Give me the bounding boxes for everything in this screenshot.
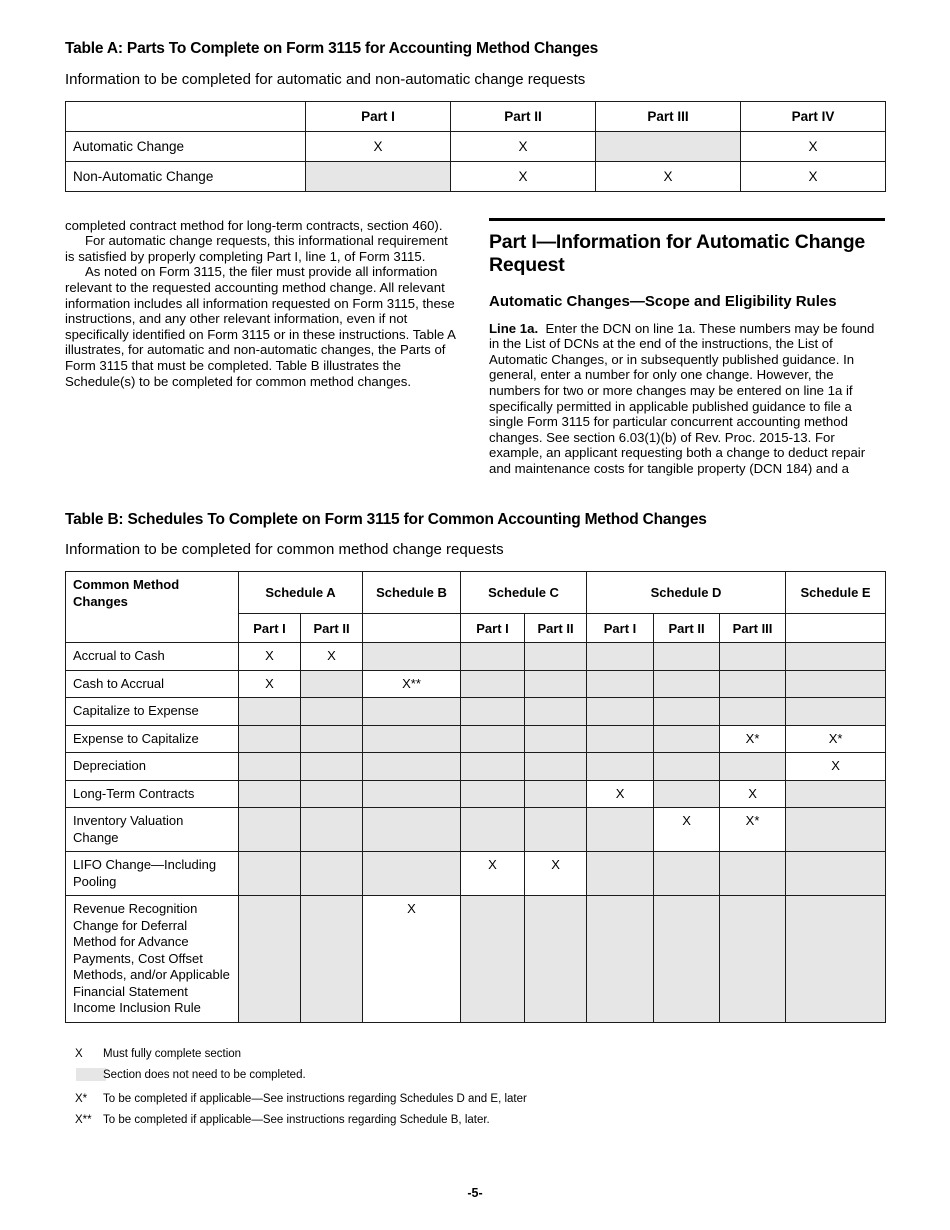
- legend-row: [65, 1113, 785, 1127]
- table-b-empty-cell: [587, 670, 654, 698]
- legend-key: X: [75, 1047, 83, 1060]
- legend-key: X**: [75, 1113, 92, 1126]
- table-b-empty-cell: [301, 725, 363, 753]
- table-b-empty-cell: [654, 698, 720, 726]
- line-1a-label: Line 1a.: [489, 320, 539, 336]
- table-b-part-header: Part III: [720, 614, 786, 643]
- table-b-empty-cell: [461, 670, 525, 698]
- table-b-empty-cell: [654, 780, 720, 808]
- table-b-empty-cell: [301, 896, 363, 1023]
- shaded-cell-swatch: [76, 1068, 106, 1081]
- table-b-empty-cell: [587, 643, 654, 671]
- table-b-empty-cell: [301, 808, 363, 852]
- table-a-col-header: Part III: [596, 101, 741, 131]
- table-a-row: [66, 161, 886, 191]
- legend-text: Section does not need to be completed.: [103, 1068, 306, 1081]
- table-b-schedule-header-row: [66, 572, 886, 614]
- table-b-row-label: LIFO Change—Including Pooling: [66, 852, 239, 896]
- table-b-empty-cell: [525, 698, 587, 726]
- part-i-heading: Part I—Information for Automatic Change Request: [489, 230, 866, 276]
- table-b-empty-cell: [363, 643, 461, 671]
- table-b-mark-cell: X*: [720, 808, 786, 852]
- legend-text: To be completed if applicable—See instructions regarding Schedule B, later.: [103, 1113, 490, 1126]
- table-a-empty-cell: [306, 161, 451, 191]
- table-b-part-header: Part II: [654, 614, 720, 643]
- table-b-empty-cell: [654, 725, 720, 753]
- table-a-mark-cell: X: [451, 161, 596, 191]
- table-b-part-header-blank: [363, 614, 461, 643]
- table-a-row-label: Non-Automatic Change: [66, 161, 306, 191]
- table-a-mark-cell: X: [741, 161, 886, 191]
- table-b-part-header: Part I: [239, 614, 301, 643]
- table-b-part-header-blank: [786, 614, 886, 643]
- table-b-mark-cell: X**: [363, 670, 461, 698]
- table-b-empty-cell: [239, 725, 301, 753]
- table-b-section: [65, 511, 885, 1023]
- table-a-empty-cell: [596, 131, 741, 161]
- table-a-col-header: Part II: [451, 101, 596, 131]
- table-b-empty-cell: [786, 670, 886, 698]
- table-b-empty-cell: [461, 698, 525, 726]
- table-b-empty-cell: [461, 780, 525, 808]
- table-a-row: [66, 131, 886, 161]
- table-b-empty-cell: [363, 698, 461, 726]
- table-b-row-label: Long-Term Contracts: [66, 780, 239, 808]
- table-b-empty-cell: [720, 852, 786, 896]
- page-number: -5-: [467, 1186, 483, 1200]
- table-b-row: [66, 780, 886, 808]
- table-b-empty-cell: [461, 753, 525, 781]
- table-b-row: [66, 852, 886, 896]
- table-b-empty-cell: [239, 808, 301, 852]
- table-b-schedule-header: Schedule D: [587, 572, 786, 614]
- table-b-row: [66, 725, 886, 753]
- table-b-empty-cell: [239, 852, 301, 896]
- page-footer: [0, 1186, 950, 1200]
- table-b-row-label: Accrual to Cash: [66, 643, 239, 671]
- paragraph-continued: completed contract method for long-term contracts, section 460).: [65, 217, 443, 233]
- table-b: [65, 571, 886, 1023]
- table-a-header-row: [66, 101, 886, 131]
- table-a-mark-cell: X: [451, 131, 596, 161]
- table-b-empty-cell: [363, 780, 461, 808]
- table-b-empty-cell: [363, 725, 461, 753]
- table-b-row-label: Revenue Recognition Change for Deferral Method for Advance Payments, Cost Offset Methods, and/or Applicable Financial Statement Income Inclusion Rule: [66, 896, 239, 1023]
- table-b-part-header: Part II: [301, 614, 363, 643]
- table-b-schedule-header: Schedule E: [786, 572, 886, 614]
- table-b-row: [66, 643, 886, 671]
- table-b-subtitle: Information to be completed for common method change requests: [65, 541, 504, 559]
- table-a-subtitle: Information to be completed for automatic and non-automatic change requests: [65, 70, 586, 88]
- table-b-empty-cell: [786, 643, 886, 671]
- table-b-empty-cell: [587, 808, 654, 852]
- legend: [65, 1047, 785, 1127]
- table-b-mark-cell: X: [587, 780, 654, 808]
- table-b-row: [66, 808, 886, 852]
- table-b-empty-cell: [461, 643, 525, 671]
- table-b-empty-cell: [363, 808, 461, 852]
- table-b-empty-cell: [786, 896, 886, 1023]
- table-b-empty-cell: [461, 808, 525, 852]
- table-b-empty-cell: [525, 780, 587, 808]
- two-column-body: [65, 218, 885, 477]
- line-1a-paragraph: [489, 321, 885, 477]
- legend-row: [65, 1068, 785, 1085]
- table-b-mark-cell: X: [786, 753, 886, 781]
- table-b-mark-cell: X: [461, 852, 525, 896]
- table-b-empty-cell: [239, 753, 301, 781]
- table-b-row-label: Depreciation: [66, 753, 239, 781]
- table-a-section: [65, 40, 885, 192]
- table-b-mark-cell: X: [525, 852, 587, 896]
- table-b-row: [66, 896, 886, 1023]
- table-a-col-header: Part IV: [741, 101, 886, 131]
- table-a-title: Table A: Parts To Complete on Form 3115 for Accounting Method Changes: [65, 40, 599, 57]
- table-b-empty-cell: [301, 753, 363, 781]
- table-b-row: [66, 753, 886, 781]
- table-b-empty-cell: [654, 753, 720, 781]
- table-b-empty-cell: [654, 896, 720, 1023]
- table-b-empty-cell: [587, 852, 654, 896]
- table-b-row-label: Cash to Accrual: [66, 670, 239, 698]
- legend-shaded-swatch: [65, 1068, 103, 1085]
- table-b-mark-cell: X: [239, 670, 301, 698]
- table-b-part-header: Part I: [461, 614, 525, 643]
- table-b-empty-cell: [301, 852, 363, 896]
- table-b-empty-cell: [461, 896, 525, 1023]
- table-b-row-label: Expense to Capitalize: [66, 725, 239, 753]
- table-b-mark-cell: X*: [720, 725, 786, 753]
- legend-row: [65, 1092, 785, 1106]
- table-b-part-header: Part I: [587, 614, 654, 643]
- table-b-empty-cell: [461, 725, 525, 753]
- table-b-empty-cell: [587, 725, 654, 753]
- paragraph-automatic-requests: For automatic change requests, this informational requirement is satisfied by properly completing Part I, line 1, of Form 3115.: [65, 233, 448, 264]
- legend-key: X*: [75, 1092, 88, 1105]
- table-b-mark-cell: X: [720, 780, 786, 808]
- legend-row: [65, 1047, 785, 1061]
- table-b-empty-cell: [525, 753, 587, 781]
- table-b-empty-cell: [654, 643, 720, 671]
- table-a-mark-cell: X: [306, 131, 451, 161]
- table-b-row-label: Inventory Valuation Change: [66, 808, 239, 852]
- table-b-row: [66, 670, 886, 698]
- table-b-empty-cell: [525, 725, 587, 753]
- table-b-mark-cell: X*: [786, 725, 886, 753]
- table-a-row-label: Automatic Change: [66, 131, 306, 161]
- table-b-empty-cell: [654, 852, 720, 896]
- table-b-title: Table B: Schedules To Complete on Form 3115 for Common Accounting Method Changes: [65, 510, 707, 528]
- table-b-empty-cell: [720, 643, 786, 671]
- table-b-empty-cell: [720, 698, 786, 726]
- table-b-empty-cell: [654, 670, 720, 698]
- line-1a-text: Enter the DCN on line 1a. These numbers may be found in the List of DCNs at the end of the instructions, the List of Automatic Changes, or in subsequently published guidance. In general, enter a number for only one change. However, the numbers for two or more changes may be entered on line 1a if specifically permitted in applicable published guidance to file a single Form 3115 for particular concurrent accounting method changes. See section 6.03(1)(b) of Rev. Proc. 2015-13. For example, an applicant requesting both a change to deduct repair and maintenance costs for tangible property (DCN 184) and a: [489, 320, 875, 476]
- table-b-mark-cell: X: [363, 896, 461, 1023]
- table-b-empty-cell: [720, 670, 786, 698]
- table-b-empty-cell: [363, 852, 461, 896]
- table-b-empty-cell: [587, 753, 654, 781]
- table-b-mark-cell: X: [301, 643, 363, 671]
- table-a-col-header: Part I: [306, 101, 451, 131]
- table-b-empty-cell: [525, 670, 587, 698]
- section-rule: [489, 218, 885, 221]
- table-b-empty-cell: [239, 698, 301, 726]
- table-b-mark-cell: X: [239, 643, 301, 671]
- table-b-schedule-header: Schedule C: [461, 572, 587, 614]
- table-b-empty-cell: [587, 896, 654, 1023]
- table-b-schedule-header: Schedule A: [239, 572, 363, 614]
- table-a-corner-cell: [66, 101, 306, 131]
- legend-text: Must fully complete section: [103, 1047, 242, 1060]
- paragraph-filer-information: As noted on Form 3115, the filer must provide all information relevant to the requested accounting method change. All relevant information includes all information requested on Form 3115, these instructions, and any other relevant information, even if not specifically identified on Form 3115 or in these instructions. Table A illustrates, for automatic and non-automatic changes, the Parts of Form 3115 that must be completed. Table B illustrates the Schedule(s) to be completed for common method changes.: [65, 264, 456, 389]
- table-b-row-label: Capitalize to Expense: [66, 698, 239, 726]
- table-b-empty-cell: [301, 780, 363, 808]
- right-text-column: [489, 218, 885, 477]
- table-b-first-col-header: Common Method Changes: [66, 572, 239, 643]
- table-b-part-header: Part II: [525, 614, 587, 643]
- table-b-empty-cell: [720, 896, 786, 1023]
- legend-text: To be completed if applicable—See instructions regarding Schedules D and E, later: [103, 1092, 527, 1105]
- table-b-empty-cell: [786, 808, 886, 852]
- table-b-row: [66, 698, 886, 726]
- table-b-empty-cell: [363, 753, 461, 781]
- table-b-empty-cell: [525, 896, 587, 1023]
- table-b-empty-cell: [301, 670, 363, 698]
- table-b-empty-cell: [786, 780, 886, 808]
- table-b-empty-cell: [239, 896, 301, 1023]
- table-b-schedule-header: Schedule B: [363, 572, 461, 614]
- table-a-mark-cell: X: [741, 131, 886, 161]
- table-b-empty-cell: [587, 698, 654, 726]
- table-b-empty-cell: [239, 780, 301, 808]
- scope-eligibility-heading: Automatic Changes—Scope and Eligibility Rules: [489, 292, 837, 310]
- table-a-mark-cell: X: [596, 161, 741, 191]
- table-b-empty-cell: [786, 698, 886, 726]
- table-b-mark-cell: X: [654, 808, 720, 852]
- table-b-empty-cell: [525, 808, 587, 852]
- table-b-empty-cell: [525, 643, 587, 671]
- table-b-empty-cell: [786, 852, 886, 896]
- left-text-column: [65, 218, 461, 477]
- table-b-empty-cell: [720, 753, 786, 781]
- table-a: [65, 101, 886, 192]
- table-b-empty-cell: [301, 698, 363, 726]
